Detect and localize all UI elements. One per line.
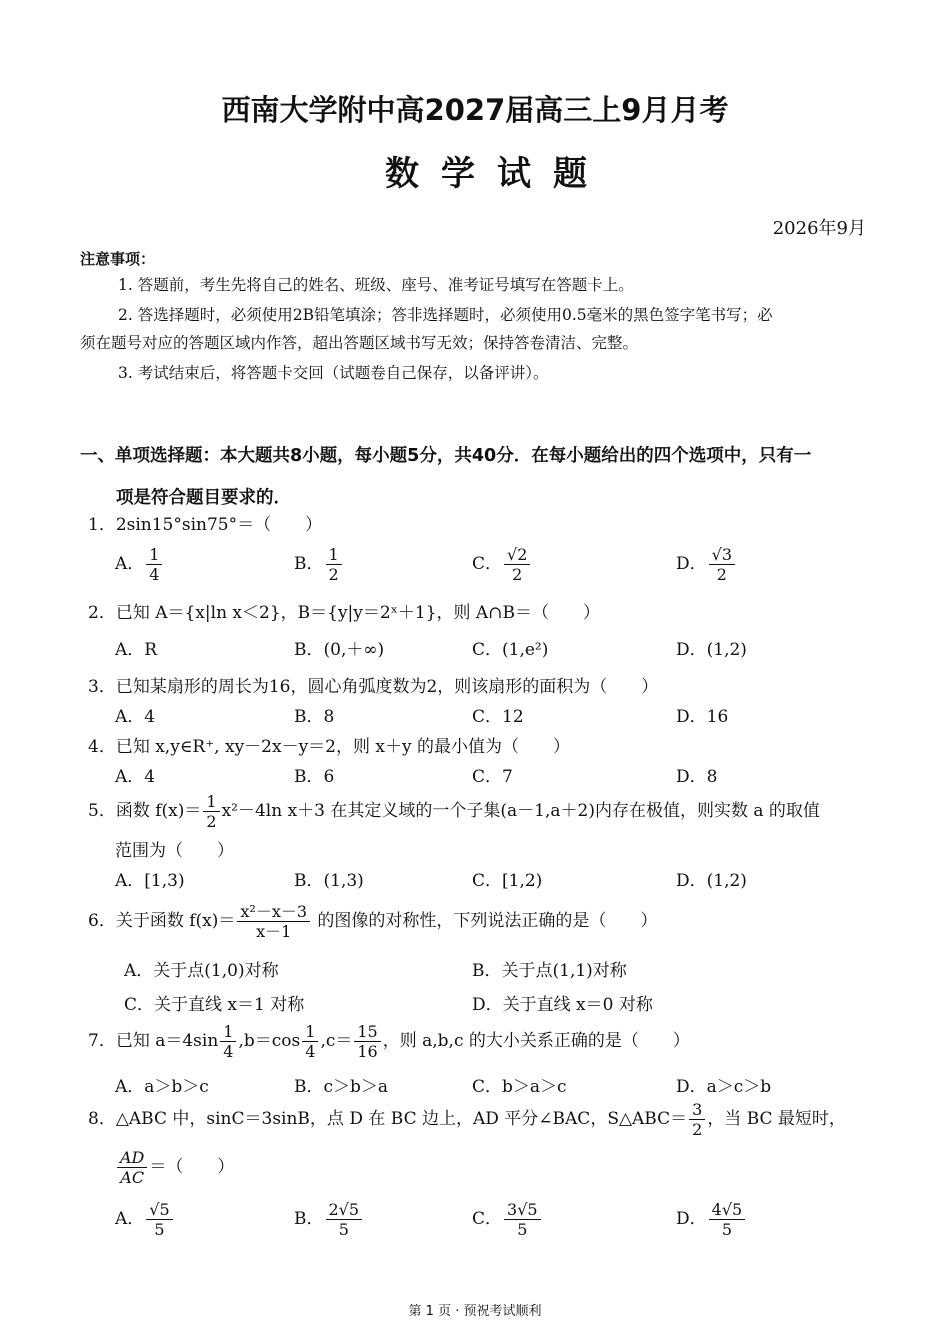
q4-option-a: A．4 [115, 767, 156, 787]
question-1: 1．2sin15°sin75°＝（ ） [88, 515, 323, 535]
q3-option-c: C．12 [472, 707, 524, 727]
q1-option-d: D． $\frac{√3}{2}$ [676, 545, 737, 584]
question-8-cont: $\frac{AD}{AC}$ ＝（ ） [115, 1148, 234, 1187]
q7-option-a: A．a＞b＞c [115, 1077, 209, 1097]
notes-heading: 注意事项： [80, 250, 156, 268]
q7-option-d: D．a＞c＞b [676, 1077, 772, 1097]
q2-option-a: A．R [115, 640, 158, 660]
question-5: 5．函数 f(x)＝ $\frac{1}{2}$ x²－4ln x＋3 在其定义域的一个子集(a－1,a＋2)内存在极值，则实数 a 的取值 [88, 792, 820, 831]
question-6: 6．关于函数 f(x)＝ $\frac{\text{x²－x－3}}{x-1}$ 的图像的对称性，下列说法正确的是（ ） [88, 902, 658, 941]
q2-option-b: B．(0,＋∞) [294, 640, 385, 660]
q8-option-c: C． $\frac{3√5}{5}$ [472, 1200, 543, 1239]
q8-option-a: A． $\frac{√5}{5}$ [115, 1200, 175, 1239]
section-line-2: 项是符合题目要求的． [116, 488, 291, 508]
note-1: 1. 答题前，考生先将自己的姓名、班级、座号、准考证号填写在答题卡上。 [118, 276, 634, 294]
exam-title: 西南大学附中高2027届高三上9月月考 [221, 93, 729, 127]
q3-option-d: D．16 [676, 707, 729, 727]
q1-option-a: A． $\frac{1}{4}$ [115, 545, 164, 584]
exam-date: 2026年9月 [772, 218, 866, 239]
question-8: 8．△ABC 中，sinC＝3sinB，点 D 在 BC 边上，AD 平分∠BAC，S△ABC＝ $\frac{3}{2}$ ，当 BC 最短时， [88, 1100, 846, 1139]
q3-option-b: B．8 [294, 707, 335, 727]
q1-option-b: B． $\frac{1}{2}$ [294, 545, 344, 584]
q2-option-c: C．(1,e²) [472, 640, 549, 660]
question-3: 3．已知某扇形的周长为16，圆心角弧度数为2，则该扇形的面积为（ ） [88, 677, 659, 697]
q6-option-a: A．关于点(1,0)对称 [124, 961, 279, 981]
q6-option-d: D．关于直线 x＝0 对称 [472, 995, 653, 1015]
section-line-1: 一、单项选择题：本大题共8小题，每小题5分，共40分．在每小题给出的四个选项中，只有一 [80, 446, 812, 466]
note-2a: 2. 答选择题时，必须使用2B铅笔填涂；答非选择题时，必须使用0.5毫米的黑色签字笔书写；必 [118, 306, 773, 324]
q4-option-d: D．8 [676, 767, 718, 787]
page-footer: 第 1 页 · 预祝考试顺利 [408, 1304, 542, 1319]
q7-option-c: C．b＞a＞c [472, 1077, 567, 1097]
note-3: 3. 考试结束后，将答题卡交回（试题卷自己保存，以备评讲）。 [118, 364, 549, 382]
question-4: 4．已知 x,y∈R⁺, xy－2x－y＝2，则 x＋y 的最小值为（ ） [88, 737, 570, 757]
note-2b: 须在题号对应的答题区域内作答，超出答题区域书写无效；保持答卷清洁、完整。 [80, 334, 639, 352]
q8-option-b: B． $\frac{2√5}{5}$ [294, 1200, 364, 1239]
section-heading [80, 435, 880, 519]
q4-option-b: B．6 [294, 767, 335, 787]
q3-option-a: A．4 [115, 707, 156, 727]
q5-option-c: C．[1,2) [472, 871, 543, 891]
question-7: 7．已知 a＝4sin $\frac{1}{4}$ ,b＝cos $\frac{1}{4}$ ,c＝ $\frac{15}{16}$ ，则 a,b,c 的大小关系正确的是（ ） [88, 1022, 690, 1061]
question-5-cont: 范围为（ ） [115, 841, 234, 861]
q7-option-b: B．c＞b＞a [294, 1077, 389, 1097]
q4-option-c: C．7 [472, 767, 513, 787]
q1-option-c: C． $\frac{√2}{2}$ [472, 545, 532, 584]
subject-title: 数学试题 [385, 154, 609, 194]
q8-option-d: D． $\frac{4√5}{5}$ [676, 1200, 747, 1239]
question-2: 2．已知 A＝{x|ln x＜2}，B＝{y|y＝2ˣ＋1}，则 A∩B＝（ ） [88, 603, 600, 623]
q2-option-d: D．(1,2) [676, 640, 747, 660]
q5-option-a: A．[1,3) [115, 871, 185, 891]
q5-option-b: B．(1,3) [294, 871, 364, 891]
q5-option-d: D．(1,2) [676, 871, 747, 891]
q6-option-c: C．关于直线 x＝1 对称 [124, 995, 305, 1015]
q6-option-b: B．关于点(1,1)对称 [472, 961, 627, 981]
